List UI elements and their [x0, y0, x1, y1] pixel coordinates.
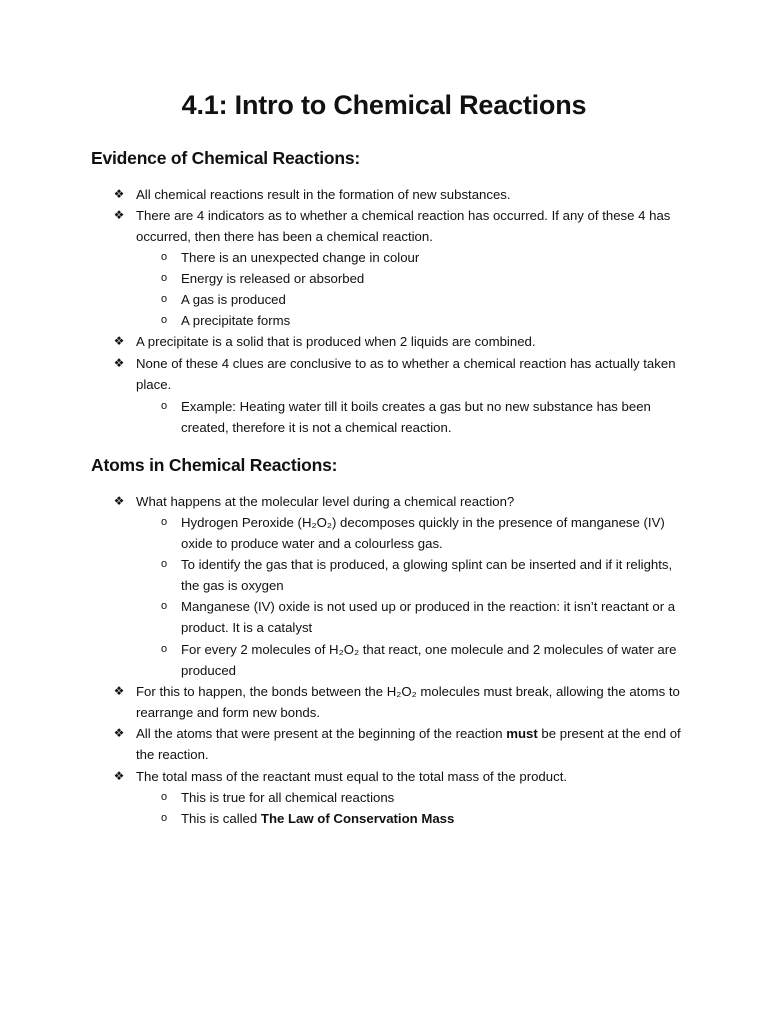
list-item: ❖ All chemical reactions result in the formation of new substances.	[136, 184, 681, 205]
diamond-bullet-icon: ❖	[113, 187, 125, 201]
sub-list-item: o This is true for all chemical reactions	[181, 787, 681, 808]
list-item: ❖ There are 4 indicators as to whether a chemical reaction has occurred. If any of these 4 has occurred, then there has been a chemical reaction.	[136, 205, 681, 247]
list-item: ❖ None of these 4 clues are conclusive to as to whether a chemical reaction has actually taken place.	[136, 353, 681, 395]
circle-bullet-icon: o	[160, 791, 168, 803]
circle-bullet-icon: o	[160, 400, 168, 412]
list-item: ❖ A precipitate is a solid that is produced when 2 liquids are combined.	[136, 331, 681, 352]
sub-list-item: o A precipitate forms	[181, 310, 681, 331]
circle-bullet-icon: o	[160, 293, 168, 305]
diamond-bullet-icon: ❖	[113, 494, 125, 508]
circle-bullet-icon: o	[160, 643, 168, 655]
sub-list-item: o Manganese (IV) oxide is not used up or produced in the reaction: it isn’t reactant or a product. It is a catalyst	[181, 596, 681, 638]
section-heading-atoms: Atoms in Chemical Reactions:	[91, 455, 338, 475]
diamond-bullet-icon: ❖	[113, 334, 125, 348]
sub-list-item: o This is called The Law of Conservation Mass	[181, 808, 681, 829]
list-item: ❖ What happens at the molecular level during a chemical reaction?	[136, 491, 681, 512]
circle-bullet-icon: o	[160, 272, 168, 284]
sub-list-item: o Example: Heating water till it boils creates a gas but no new substance has been created, therefore it is not a chemical reaction.	[181, 396, 681, 438]
section-heading-evidence: Evidence of Chemical Reactions:	[91, 148, 361, 168]
circle-bullet-icon: o	[160, 558, 168, 570]
list-item: ❖ All the atoms that were present at the beginning of the reaction must be present at the end of the reaction.	[136, 723, 681, 765]
circle-bullet-icon: o	[160, 314, 168, 326]
diamond-bullet-icon: ❖	[113, 769, 125, 783]
diamond-bullet-icon: ❖	[113, 356, 125, 370]
list-item: ❖ For this to happen, the bonds between the H₂O₂ molecules must break, allowing the atoms to rearrange and form new bonds.	[136, 681, 681, 723]
sub-list-item: o To identify the gas that is produced, a glowing splint can be inserted and if it relights, the gas is oxygen	[181, 554, 681, 596]
sub-list-item: o There is an unexpected change in colour	[181, 247, 681, 268]
list-item: ❖ The total mass of the reactant must equal to the total mass of the product.	[136, 766, 681, 787]
diamond-bullet-icon: ❖	[113, 684, 125, 698]
diamond-bullet-icon: ❖	[113, 208, 125, 222]
circle-bullet-icon: o	[160, 812, 168, 824]
diamond-bullet-icon: ❖	[113, 726, 125, 740]
sub-list-item: o A gas is produced	[181, 289, 681, 310]
circle-bullet-icon: o	[160, 251, 168, 263]
circle-bullet-icon: o	[160, 600, 168, 612]
page-title: 4.1: Intro to Chemical Reactions	[181, 90, 587, 120]
circle-bullet-icon: o	[160, 516, 168, 528]
sub-list-item: o Hydrogen Peroxide (H₂O₂) decomposes quickly in the presence of manganese (IV) oxide to produce water and a colourless gas.	[181, 512, 681, 554]
sub-list-item: o Energy is released or absorbed	[181, 268, 681, 289]
sub-list-item: o For every 2 molecules of H₂O₂ that react, one molecule and 2 molecules of water are produced	[181, 639, 681, 681]
